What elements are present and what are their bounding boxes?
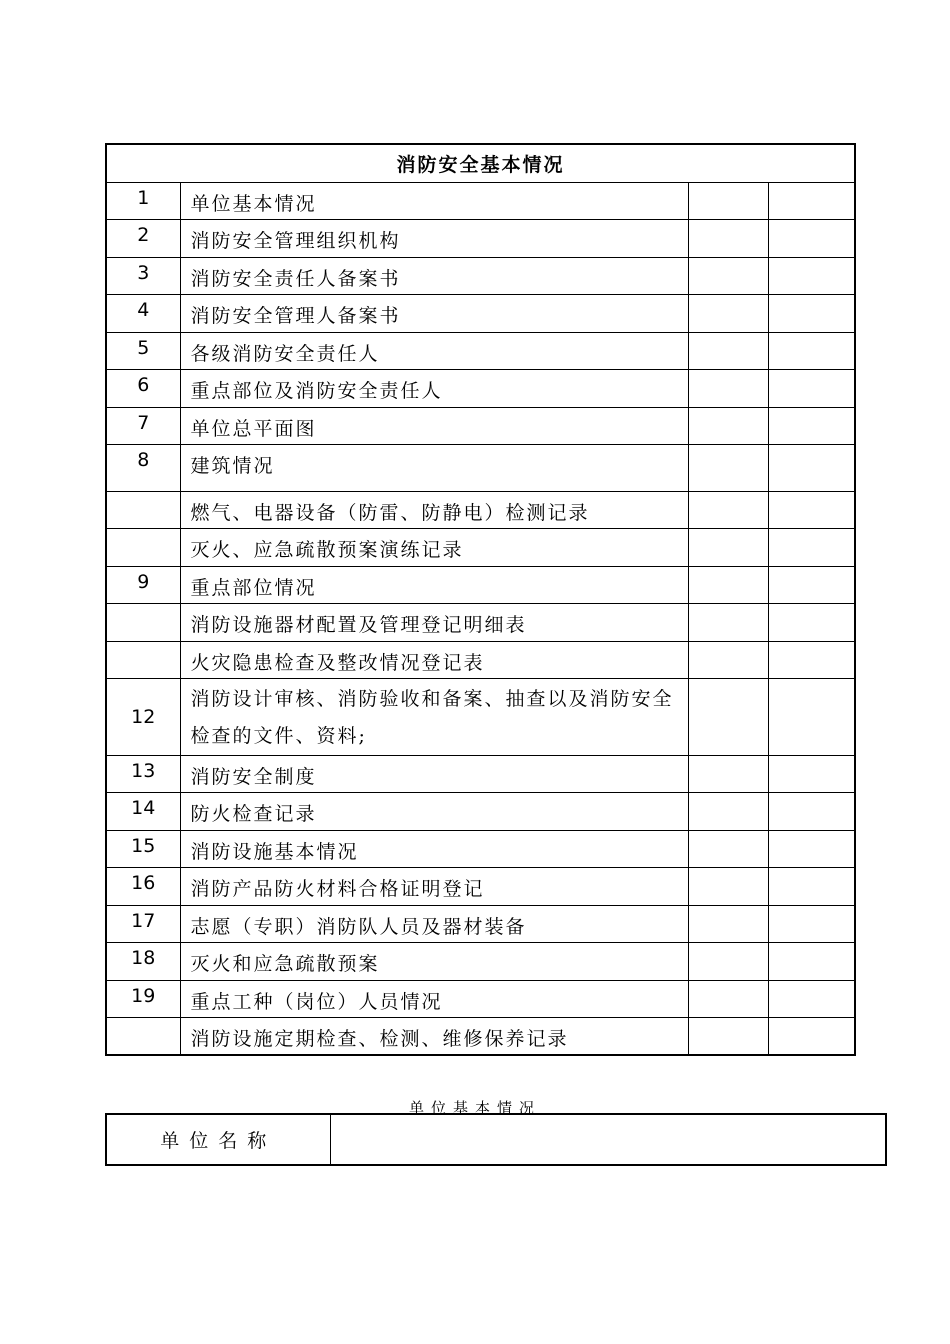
unit-info-table — [105, 1113, 887, 1166]
row-check-cell-1 — [688, 407, 768, 444]
row-item: 消防设计审核、消防验收和备案、抽查以及消防安全检查的文件、资料; — [180, 678, 688, 755]
table-row — [106, 942, 855, 980]
row-item: 消防产品防火材料合格证明登记 — [180, 867, 688, 905]
row-item: 灭火、应急疏散预案演练记录 — [180, 528, 688, 566]
unit-name-value — [330, 1114, 886, 1165]
table-row — [106, 603, 855, 641]
row-item: 重点部位情况 — [180, 566, 688, 603]
row-check-cell-2 — [768, 566, 855, 603]
row-item: 重点部位及消防安全责任人 — [180, 369, 688, 407]
table-body — [106, 144, 855, 1055]
row-item: 单位基本情况 — [180, 182, 688, 219]
row-check-cell-2 — [768, 641, 855, 678]
table-row — [106, 444, 855, 491]
table-title-row — [106, 144, 855, 182]
row-number: 18 — [106, 942, 180, 980]
row-item: 燃气、电器设备（防雷、防静电）检测记录 — [180, 491, 688, 528]
row-check-cell-1 — [688, 1017, 768, 1055]
row-check-cell-1 — [688, 830, 768, 867]
row-item: 消防安全制度 — [180, 755, 688, 792]
row-number: 7 — [106, 407, 180, 444]
row-check-cell-2 — [768, 257, 855, 294]
row-number — [106, 1017, 180, 1055]
row-check-cell-2 — [768, 792, 855, 830]
row-check-cell-2 — [768, 603, 855, 641]
row-check-cell-1 — [688, 294, 768, 332]
row-check-cell-1 — [688, 182, 768, 219]
row-check-cell-2 — [768, 332, 855, 369]
row-number: 6 — [106, 369, 180, 407]
fire-safety-index-table — [105, 143, 856, 1056]
row-check-cell-1 — [688, 332, 768, 369]
row-number: 1 — [106, 182, 180, 219]
table-row — [106, 182, 855, 219]
row-item: 消防安全管理人备案书 — [180, 294, 688, 332]
table-row — [106, 980, 855, 1017]
row-number: 3 — [106, 257, 180, 294]
row-check-cell-1 — [688, 980, 768, 1017]
row-check-cell-2 — [768, 830, 855, 867]
row-check-cell-2 — [768, 294, 855, 332]
row-check-cell-2 — [768, 219, 855, 257]
row-check-cell-1 — [688, 678, 768, 755]
row-item: 各级消防安全责任人 — [180, 332, 688, 369]
table-row — [106, 257, 855, 294]
row-number: 5 — [106, 332, 180, 369]
unit-name-label: 单位名称 — [106, 1114, 330, 1165]
row-check-cell-1 — [688, 219, 768, 257]
row-item: 消防设施基本情况 — [180, 830, 688, 867]
row-item: 灭火和应急疏散预案 — [180, 942, 688, 980]
row-check-cell-1 — [688, 905, 768, 942]
row-item: 单位总平面图 — [180, 407, 688, 444]
row-number: 13 — [106, 755, 180, 792]
row-check-cell-2 — [768, 1017, 855, 1055]
row-item: 重点工种（岗位）人员情况 — [180, 980, 688, 1017]
unit-name-row — [106, 1114, 886, 1165]
row-check-cell-1 — [688, 566, 768, 603]
row-check-cell-2 — [768, 528, 855, 566]
table-row — [106, 830, 855, 867]
row-check-cell-2 — [768, 369, 855, 407]
row-item: 消防安全管理组织机构 — [180, 219, 688, 257]
row-check-cell-2 — [768, 678, 855, 755]
row-item: 火灾隐患检查及整改情况登记表 — [180, 641, 688, 678]
row-check-cell-2 — [768, 980, 855, 1017]
row-check-cell-2 — [768, 444, 855, 491]
row-number — [106, 528, 180, 566]
table-row — [106, 407, 855, 444]
row-check-cell-2 — [768, 867, 855, 905]
row-number — [106, 491, 180, 528]
row-number: 12 — [106, 678, 180, 755]
row-item: 消防设施定期检查、检测、维修保养记录 — [180, 1017, 688, 1055]
row-item: 消防设施器材配置及管理登记明细表 — [180, 603, 688, 641]
row-check-cell-2 — [768, 491, 855, 528]
table-row — [106, 566, 855, 603]
table-row — [106, 905, 855, 942]
row-check-cell-1 — [688, 369, 768, 407]
table-row — [106, 491, 855, 528]
table-row — [106, 369, 855, 407]
row-check-cell-1 — [688, 528, 768, 566]
row-check-cell-2 — [768, 755, 855, 792]
row-check-cell-1 — [688, 491, 768, 528]
table-row — [106, 332, 855, 369]
row-check-cell-2 — [768, 407, 855, 444]
row-check-cell-2 — [768, 905, 855, 942]
table-row — [106, 1017, 855, 1055]
row-check-cell-1 — [688, 942, 768, 980]
row-check-cell-2 — [768, 942, 855, 980]
row-number — [106, 603, 180, 641]
row-number: 4 — [106, 294, 180, 332]
row-number: 9 — [106, 566, 180, 603]
table-title: 消防安全基本情况 — [106, 144, 855, 182]
row-item: 防火检查记录 — [180, 792, 688, 830]
table-row — [106, 641, 855, 678]
row-number: 19 — [106, 980, 180, 1017]
row-check-cell-1 — [688, 444, 768, 491]
unit-section-caption: 单位基本情况 — [408, 1099, 541, 1117]
row-check-cell-1 — [688, 641, 768, 678]
row-number: 15 — [106, 830, 180, 867]
table-row — [106, 678, 855, 755]
row-number: 14 — [106, 792, 180, 830]
row-number: 16 — [106, 867, 180, 905]
row-check-cell-2 — [768, 182, 855, 219]
row-check-cell-1 — [688, 792, 768, 830]
table-row — [106, 755, 855, 792]
row-number — [106, 641, 180, 678]
row-check-cell-1 — [688, 867, 768, 905]
row-check-cell-1 — [688, 603, 768, 641]
row-number: 17 — [106, 905, 180, 942]
row-item: 志愿（专职）消防队人员及器材装备 — [180, 905, 688, 942]
table-row — [106, 294, 855, 332]
table-row — [106, 528, 855, 566]
table-row — [106, 219, 855, 257]
row-item: 消防安全责任人备案书 — [180, 257, 688, 294]
row-number: 8 — [106, 444, 180, 491]
row-item: 建筑情况 — [180, 444, 688, 491]
row-number: 2 — [106, 219, 180, 257]
table-row — [106, 792, 855, 830]
row-check-cell-1 — [688, 755, 768, 792]
row-check-cell-1 — [688, 257, 768, 294]
table-row — [106, 867, 855, 905]
